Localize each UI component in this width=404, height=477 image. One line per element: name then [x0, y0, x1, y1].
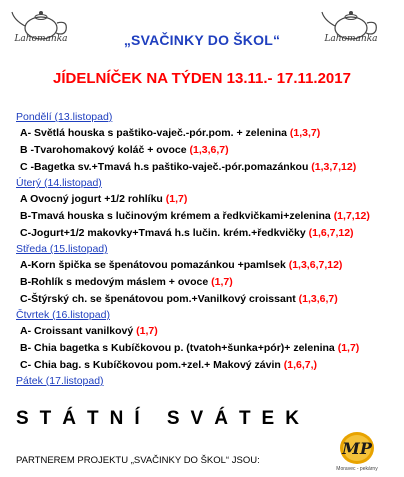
menu-item: B- Chia bagetka s Kubíčkovou p. (tvatoh+šunka+pór)+ zelenina (1,7)	[20, 342, 360, 354]
menu-item: C- Chia bag. s Kubíčkovou pom.+zel.+ Makový závin (1,6,7,)	[20, 359, 317, 371]
day-heading-wednesday: Středa (15.listopad)	[16, 243, 108, 255]
page-title: „SVAČINKY DO ŠKOL“	[123, 32, 281, 48]
menu-item: A Ovocný jogurt +1/2 rohlíku (1,7)	[20, 193, 188, 205]
menu-item: C-Jogurt+1/2 makovky+Tmavá h.s lučin. krém.+ředkvičky (1,6,7,12)	[20, 227, 354, 239]
mp-logo-subtitle: Moravec - pekárny	[336, 466, 378, 472]
holiday-notice: STÁTNÍ SVÁTEK	[16, 408, 310, 429]
menu-item: C -Bagetka sv.+Tmavá h.s paštiko-vaječ.-pór.pomazánkou (1,3,7,12)	[20, 161, 357, 173]
menu-item: A- Světlá houska s paštiko-vaječ.-pór.pom. + zelenina (1,3,7)	[20, 127, 321, 139]
logo-text: Lahomanka	[324, 34, 378, 44]
menu-item: A- Croissant vanilkový (1,7)	[20, 325, 158, 337]
menu-item: A-Korn špička se špenátovou pomazánkou +pamlsek (1,3,6,7,12)	[20, 259, 343, 271]
menu-item: B-Rohlík s medovým máslem + ovoce (1,7)	[20, 276, 233, 288]
logo-text: Lahomanka	[14, 34, 68, 44]
day-heading-monday: Pondělí (13.listopad)	[16, 111, 113, 123]
menu-item: B-Tmavá houska s lučinovým krémem a ředkvičkami+zelenina (1,7,12)	[20, 210, 370, 222]
day-heading-tuesday: Úterý (14.listopad)	[16, 177, 102, 189]
menu-item: B -Tvarohomakový koláč + ovoce (1,3,6,7)	[20, 144, 229, 156]
day-heading-thursday: Čtvrtek (16.listopad)	[16, 309, 110, 321]
mp-logo-text: MP	[342, 439, 372, 458]
day-heading-friday: Pátek (17.listopad)	[16, 375, 104, 387]
partner-text: PARTNEREM PROJEKTU „SVAČINKY DO ŠKOL“ JSOU:	[16, 455, 260, 466]
menu-week-title: JÍDELNÍČEK NA TÝDEN 13.11.- 17.11.2017	[53, 70, 351, 87]
menu-item: C-Štýrský ch. se špenátovou pom.+Vanilkový croissant (1,3,6,7)	[20, 293, 338, 305]
weekly-menu	[16, 110, 396, 389]
